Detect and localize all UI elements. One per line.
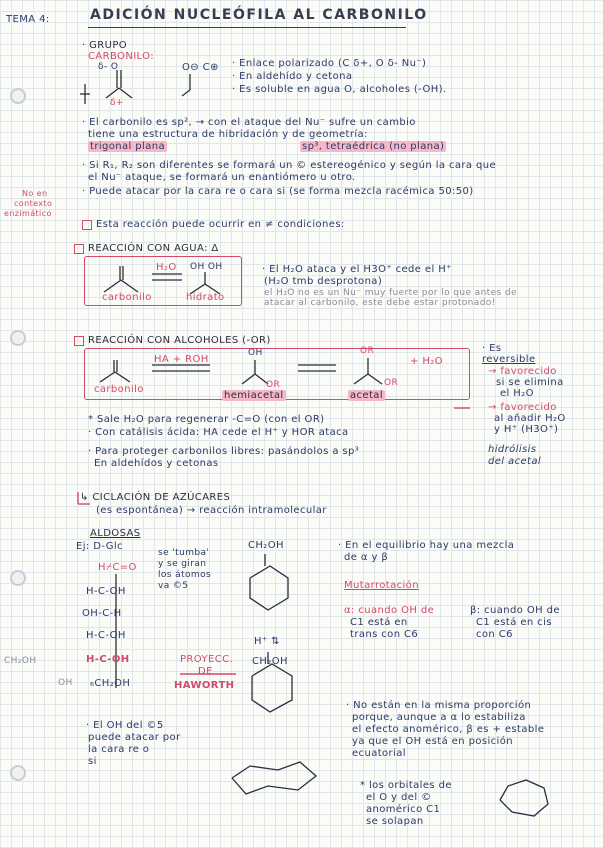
fischer-row-1: H⌿C=O <box>98 562 137 573</box>
sp2-line1: · El carbonilo es sp², → con el ataque del Nu⁻ sufre un cambio <box>82 117 416 128</box>
sp2-line3: trigonal plana <box>90 141 166 152</box>
tema-label: TEMA 4: <box>6 14 50 25</box>
alcoholes-note1: * Sale H₂O para regenerar -C=O (con el OR) <box>88 414 325 425</box>
conditions-text: Esta reacción puede ocurrir en ≠ condiciones: <box>96 219 345 230</box>
alcoholes-or-1: OR <box>266 380 281 390</box>
ciclacion-heading: ↳ CICLACIÓN DE AZÚCARES <box>80 492 231 503</box>
equilibrio-2: de α y β <box>344 552 389 563</box>
r1r2-line3: · Puede atacar por la cara re o cara si (se forma mezcla racémica 50:50) <box>82 186 474 197</box>
orbital-4: se solapan <box>366 816 424 827</box>
page-title: ADICIÓN NUCLEÓFILA AL CARBONILO <box>90 7 428 23</box>
fischer-row-5: H-C-OH <box>86 654 130 665</box>
side-note-1: No en <box>22 189 48 198</box>
grupo-heading: · GRUPO <box>82 40 128 51</box>
side-reversible-5: el H₂O <box>500 388 534 399</box>
c5-note-3: la cara re o <box>88 744 150 755</box>
tumba-note-2: y se giran <box>158 559 207 569</box>
prop-soluble: · Es soluble en agua O, alcoholes (-OH). <box>232 84 447 95</box>
haworth-ch2oh-1: CH₂OH <box>248 540 284 551</box>
tumba-note-4: va ©5 <box>158 581 189 591</box>
fischer-row-3: OH-C-H <box>82 608 122 619</box>
alpha-3: trans con C6 <box>350 629 419 640</box>
ejemplo-glc: Ej: D-Glc <box>76 541 123 552</box>
side-reversible-3: → favorecido <box>488 366 557 377</box>
alcoholes-oh: OH <box>248 348 263 358</box>
ciclacion-sub: (es espontánea) → reacción intramolecular <box>96 505 327 516</box>
carbonilo-heading: CARBONILO: <box>88 51 155 62</box>
carbonyl-delta-o: δ- O <box>98 62 119 72</box>
side-reversible-4: si se elimina <box>496 377 564 388</box>
alcoholes-arrow-label: HA + ROH <box>154 354 209 365</box>
r1r2-line2: el Nu⁻ ataque, se formará un enantiómero u otro. <box>88 172 356 183</box>
fischer-row-2: H-C-OH <box>86 586 126 597</box>
fischer-row-4: H-C-OH <box>86 630 126 641</box>
tumba-note-3: los átomos <box>158 570 212 580</box>
haworth-ch2oh-2: CH₂OH <box>252 656 288 667</box>
c5-note-2: puede atacar por <box>88 732 181 743</box>
prop-line-2: porque, aunque a α lo estabiliza <box>352 712 526 723</box>
side-reversible-1: · Es <box>482 343 502 354</box>
alpha-2: C1 está en <box>350 617 408 628</box>
prop-line-4: ya que el OH está en posición <box>352 736 513 747</box>
de-label: DE <box>198 666 213 677</box>
carbonyl-charges: O⊖ C⊕ <box>182 62 219 73</box>
orbital-1: * los orbitales de <box>360 780 452 791</box>
alcoholes-heading: REACCIÓN CON ALCOHOLES (-OR) <box>88 335 271 346</box>
agua-hidrato-label: hidrato <box>186 292 225 303</box>
agua-note3: el H₂O no es un Nu⁻ muy fuerte por lo que antes de <box>264 288 517 298</box>
alcoholes-note2: · Con catálisis ácida: HA cede el H⁺ y HOR ataca <box>88 427 349 438</box>
alcoholes-acetal: acetal <box>350 390 384 401</box>
aldosas-heading: ALDOSAS <box>90 528 141 539</box>
side-reversible-7: al añadir H₂O <box>494 413 566 424</box>
prop-line-1: · No están en la misma proporción <box>346 700 532 711</box>
mutarrotacion: Mutarrotación <box>344 580 419 591</box>
r1r2-line1: · Si R₁, R₂ son diferentes se formará un © estereogénico y según la cara que <box>82 160 497 171</box>
carbonyl-delta-c: δ+ <box>110 98 124 108</box>
tumba-note-1: se 'tumba' <box>158 548 210 558</box>
c5-note-4: si <box>88 756 97 767</box>
prop-aldehido: · En aldehído y cetona <box>232 71 353 82</box>
prop-polar: · Enlace polarizado (C δ+, O δ- Nu⁻) <box>232 58 427 69</box>
agua-arrow-label: H₂O <box>156 262 177 273</box>
side-hidrolisis-2: del acetal <box>488 456 542 467</box>
agua-heading: REACCIÓN CON AGUA: Δ <box>88 243 219 254</box>
alcoholes-hemiacetal: hemiacetal <box>224 390 284 401</box>
alcoholes-note4: En aldehídos y cetonas <box>94 458 219 469</box>
equilibrio-1: · En el equilibrio hay una mezcla <box>338 540 515 551</box>
left-ch2oh: CH₂OH <box>4 656 37 666</box>
beta-1: β: cuando OH de <box>470 605 560 616</box>
sp2-line2: tiene una estructura de hibridación y de geometría: <box>88 129 368 140</box>
prop-line-5: ecuatorial <box>352 748 406 759</box>
hplus-label: H⁺ ⇅ <box>254 636 280 647</box>
side-reversible-6: → favorecido <box>488 402 557 413</box>
agua-oh-pair: OH OH <box>190 262 223 272</box>
checkbox-alcoholes <box>74 336 84 346</box>
alpha-1: α: cuando OH de <box>344 605 435 616</box>
agua-note2: (H₂O tmb desprotona) <box>264 276 383 287</box>
sp2-line4: sp³, tetraédrica (no plana) <box>302 141 445 152</box>
alcoholes-note3: · Para proteger carbonilos libres: pasándolos a sp³ <box>88 446 360 457</box>
side-reversible-8: y H⁺ (H3O⁺) <box>494 424 559 435</box>
orbital-3: anomérico C1 <box>366 804 441 815</box>
alcoholes-or-3: OR <box>384 378 399 388</box>
left-oh: OH <box>58 678 73 688</box>
checkbox-agua <box>74 244 84 254</box>
beta-3: con C6 <box>476 629 513 640</box>
side-reversible-2: reversible <box>482 354 536 365</box>
side-note-2: contexto <box>14 199 53 208</box>
alcoholes-or-2: OR <box>360 346 375 356</box>
alcoholes-plus-water: + H₂O <box>410 356 443 367</box>
side-note-3: enzimático <box>4 209 52 218</box>
checkbox-condiciones <box>82 220 92 230</box>
alcoholes-carbonilo: carbonilo <box>94 384 144 395</box>
agua-note4: atacar al carbonilo, este debe estar protonado! <box>264 298 496 308</box>
fischer-row-6: ₆CH₂OH <box>90 678 131 689</box>
haworth-label: HAWORTH <box>174 680 235 691</box>
prop-line-3: el efecto anomérico, β es + estable <box>352 724 545 735</box>
side-hidrolisis-1: hidrólisis <box>488 444 537 455</box>
beta-2: C1 está en cis <box>476 617 552 628</box>
agua-note1: · El H₂O ataca y el H3O⁺ cede el H⁺ <box>262 264 452 275</box>
proyecc-label: PROYECC. <box>180 654 234 665</box>
orbital-2: el O y del © <box>366 792 432 803</box>
c5-note-1: · El OH del ©5 <box>86 720 164 731</box>
agua-carbonilo-label: carbonilo <box>102 292 152 303</box>
